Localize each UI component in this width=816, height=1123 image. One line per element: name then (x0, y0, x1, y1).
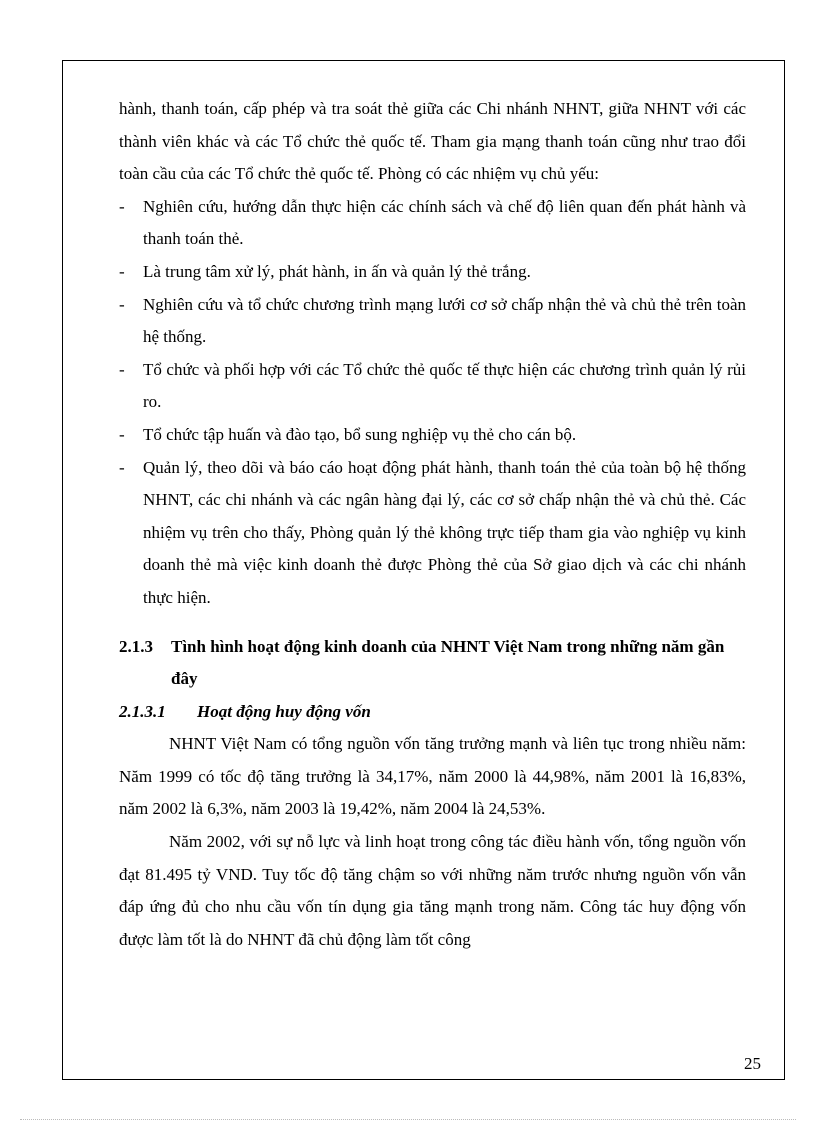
bullet-dash: - (119, 261, 125, 281)
section-title: Tình hình hoạt động kinh doanh của NHNT Việt Nam trong những năm gần đây (171, 636, 725, 689)
list-item (119, 419, 746, 452)
document-body (119, 93, 746, 956)
bullet-dash: - (119, 457, 125, 477)
list-item-text: Tổ chức tập huấn và đào tạo, bổ sung nghiệp vụ thẻ cho cán bộ. (143, 424, 577, 444)
subsection-title: Hoạt động huy động vốn (197, 701, 371, 721)
list-item (119, 354, 746, 419)
section-heading (119, 631, 746, 696)
year-2002-paragraph: Năm 2002, với sự nỗ lực và linh hoạt trong công tác điều hành vốn, tổng nguồn vốn đạt 81.495 tỷ VND. Tuy tốc độ tăng chậm so với những năm trước nhưng nguồn vốn vẫn đáp ứng đủ cho nhu cầu vốn tín dụng gia tăng mạnh trong năm. Công tác huy động vốn được làm tốt là do NHNT đã chủ động làm tốt công (119, 832, 746, 949)
list-item (119, 191, 746, 256)
list-item-text: Nghiên cứu, hướng dẫn thực hiện các chính sách và chế độ liên quan đến phát hành và thanh toán thẻ. (143, 196, 746, 249)
list-item (119, 289, 746, 354)
list-item-text: Quản lý, theo dõi và báo cáo hoạt động phát hành, thanh toán thẻ của toàn bộ hệ thống NHNT, các chi nhánh và các ngân hàng đại lý, các cơ sở chấp nhận thẻ và chủ thẻ. Các nhiệm vụ trên cho thấy, Phòng quản lý thẻ không trực tiếp tham gia vào nghiệp vụ kinh doanh thẻ mà việc kinh doanh thẻ được Phòng thẻ của Sở giao dịch và các chi nhánh thực hiện. (143, 457, 746, 607)
bullet-dash: - (119, 196, 125, 216)
bullet-dash: - (119, 359, 125, 379)
list-item-text: Nghiên cứu và tổ chức chương trình mạng lưới cơ sở chấp nhận thẻ và chủ thẻ trên toàn hệ thống. (143, 294, 746, 347)
list-item (119, 452, 746, 615)
list-item-text: Tổ chức và phối hợp với các Tổ chức thẻ quốc tế thực hiện các chương trình quản lý rủi ro. (143, 359, 746, 412)
bottom-divider (20, 1119, 796, 1120)
growth-paragraph: NHNT Việt Nam có tổng nguồn vốn tăng trưởng mạnh và liên tục trong nhiều năm: Năm 1999 có tốc độ tăng trưởng là 34,17%, năm 2000 là 44,98%, năm 2001 là 16,83%, năm 2002 là 6,3%, năm 2003 là 19,42%, năm 2004 là 24,53%. (119, 734, 746, 819)
page-number: 25 (744, 1054, 761, 1073)
list-item-text: Là trung tâm xử lý, phát hành, in ấn và quản lý thẻ trắng. (143, 261, 531, 281)
section-number: 2.1.3 (119, 636, 153, 656)
subsection-heading (119, 696, 746, 729)
subsection-number: 2.1.3.1 (119, 701, 166, 721)
bullet-dash: - (119, 294, 125, 314)
bullet-dash: - (119, 424, 125, 444)
list-item (119, 256, 746, 289)
intro-paragraph: hành, thanh toán, cấp phép và tra soát thẻ giữa các Chi nhánh NHNT, giữa NHNT với các thành viên khác và các Tổ chức thẻ quốc tế. Tham gia mạng thanh toán cũng như trao đổi toàn cầu của các Tổ chức thẻ quốc tế. Phòng có các nhiệm vụ chủ yếu: (119, 99, 746, 184)
